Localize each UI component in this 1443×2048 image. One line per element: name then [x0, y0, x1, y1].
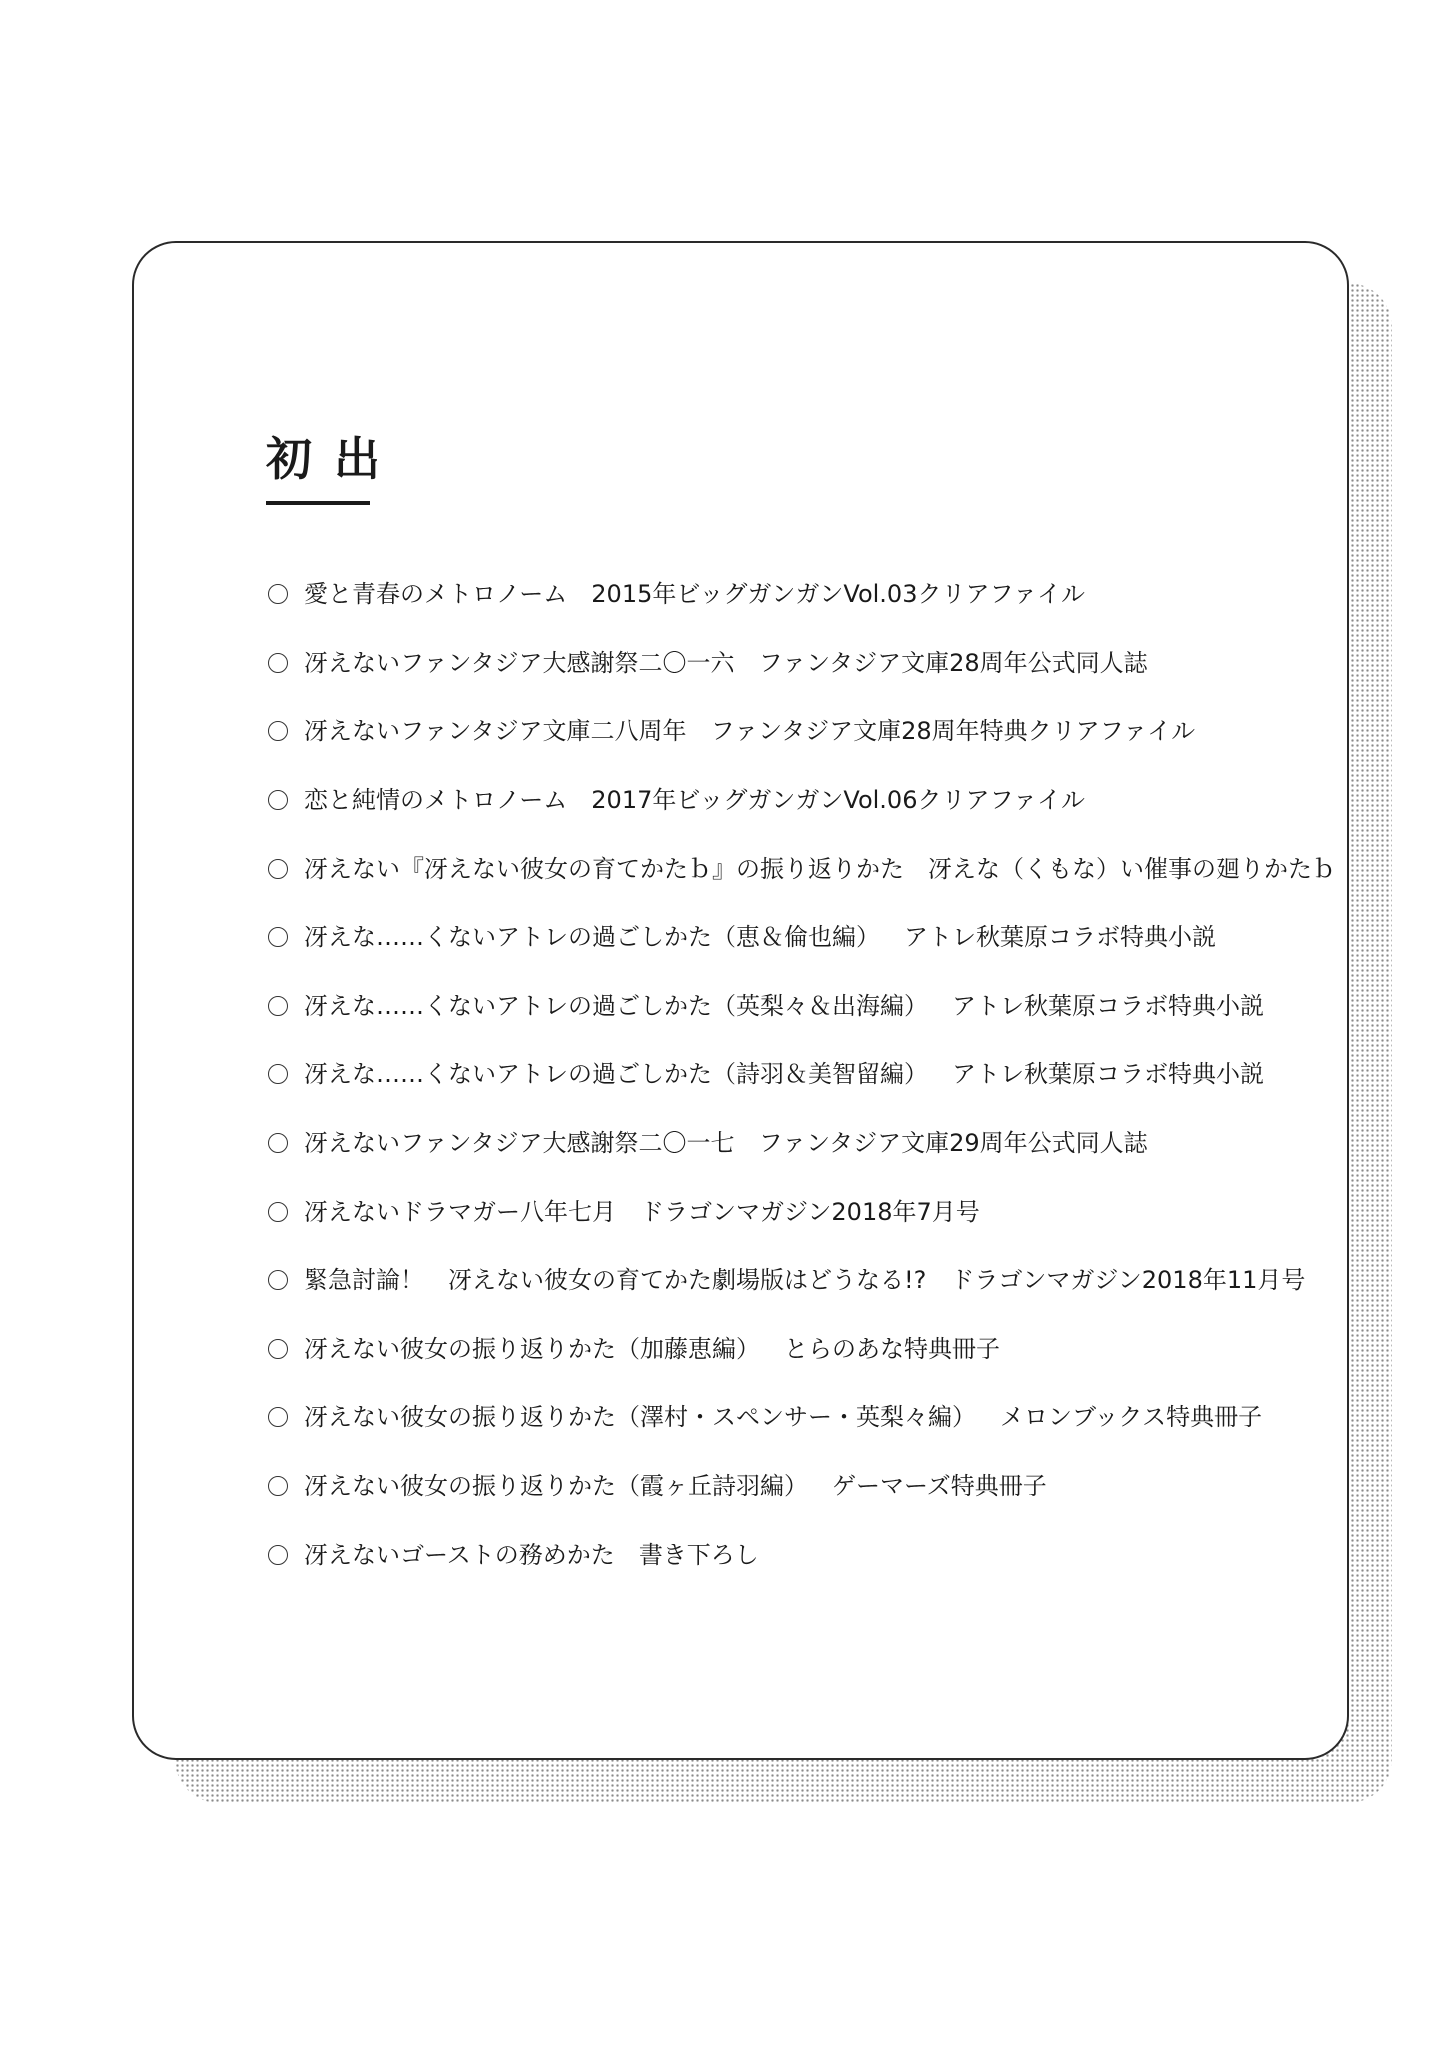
list-item [268, 1246, 1328, 1315]
list-item [268, 697, 1328, 766]
list-item [268, 834, 1336, 903]
item-title: 冴えな……くないアトレの過ごしかた（英梨々＆出海編） [304, 991, 928, 1020]
circle-bullet-icon [268, 584, 288, 604]
circle-bullet-icon [268, 1202, 288, 1222]
list-item [268, 1109, 1328, 1178]
item-source: アトレ秋葉原コラボ特典小説 [952, 991, 1264, 1020]
item-title: 愛と青春のメトロノーム [304, 580, 568, 609]
list-item [268, 1383, 1328, 1452]
item-source: アトレ秋葉原コラボ特典小説 [952, 1060, 1264, 1089]
item-title: 冴えないドラマガー八年七月 [304, 1197, 616, 1226]
circle-bullet-icon [268, 653, 288, 673]
item-source: アトレ秋葉原コラボ特典小説 [904, 923, 1216, 952]
circle-bullet-icon [268, 721, 288, 741]
first-appearance-list [268, 560, 1336, 1589]
item-source: 2017年ビッグガンガンVol.06クリアファイル [591, 786, 1085, 815]
item-source: とらのあな特典冊子 [784, 1334, 1000, 1363]
circle-bullet-icon [268, 1064, 288, 1084]
item-title: 冴えないファンタジア大感謝祭二〇一七 [304, 1129, 735, 1158]
circle-bullet-icon [268, 1476, 288, 1496]
item-source: メロンブックス特典冊子 [1000, 1403, 1263, 1432]
list-item [268, 560, 1328, 629]
circle-bullet-icon [268, 790, 288, 810]
list-item [268, 1452, 1328, 1521]
item-title: 冴えない『冴えない彼女の育てかたｂ』の振り返りかた [304, 854, 904, 883]
item-source: ゲーマーズ特典冊子 [832, 1472, 1047, 1501]
item-title: 冴えないゴーストの務めかた [304, 1540, 615, 1569]
list-item [268, 1040, 1328, 1109]
list-item [268, 629, 1328, 698]
circle-bullet-icon [268, 927, 288, 947]
item-source: ドラゴンマガジン2018年11月号 [950, 1266, 1306, 1295]
item-title: 恋と純情のメトロノーム [304, 786, 568, 815]
item-source: ドラゴンマガジン2018年7月号 [640, 1197, 980, 1226]
item-source: ファンタジア文庫28周年公式同人誌 [758, 648, 1148, 677]
page-title: 初出 [266, 432, 402, 486]
item-title: 冴えないファンタジア文庫二八周年 [304, 717, 687, 746]
circle-bullet-icon [268, 1339, 288, 1359]
item-source: 冴えな（くもな）い催事の廻りかたｂ [928, 854, 1336, 883]
item-source: 書き下ろし [638, 1540, 759, 1569]
list-item [268, 972, 1328, 1041]
list-item [268, 1177, 1328, 1246]
circle-bullet-icon [268, 1545, 288, 1565]
item-source: 2015年ビッグガンガンVol.03クリアファイル [591, 580, 1085, 609]
item-title: 冴えない彼女の振り返りかた（霞ヶ丘詩羽編） [304, 1472, 808, 1501]
circle-bullet-icon [268, 859, 288, 879]
item-title: 冴えないファンタジア大感謝祭二〇一六 [304, 648, 735, 677]
circle-bullet-icon [268, 1270, 288, 1290]
list-item [268, 903, 1328, 972]
circle-bullet-icon [268, 1133, 288, 1153]
list-item [268, 1315, 1328, 1384]
item-source: ファンタジア文庫28周年特典クリアファイル [710, 717, 1196, 746]
title-underline [266, 501, 370, 505]
item-title: 緊急討論！ 冴えない彼女の育てかた劇場版はどうなる!? [304, 1266, 927, 1295]
item-source: ファンタジア文庫29周年公式同人誌 [758, 1129, 1148, 1158]
list-item [268, 1520, 1328, 1589]
circle-bullet-icon [268, 996, 288, 1016]
item-title: 冴えな……くないアトレの過ごしかた（詩羽＆美智留編） [304, 1060, 928, 1089]
item-title: 冴えない彼女の振り返りかた（澤村・スペンサー・英梨々編） [304, 1403, 976, 1432]
circle-bullet-icon [268, 1407, 288, 1427]
list-item [268, 766, 1328, 835]
item-title: 冴えない彼女の振り返りかた（加藤恵編） [304, 1334, 760, 1363]
item-title: 冴えな……くないアトレの過ごしかた（恵＆倫也編） [304, 923, 880, 952]
